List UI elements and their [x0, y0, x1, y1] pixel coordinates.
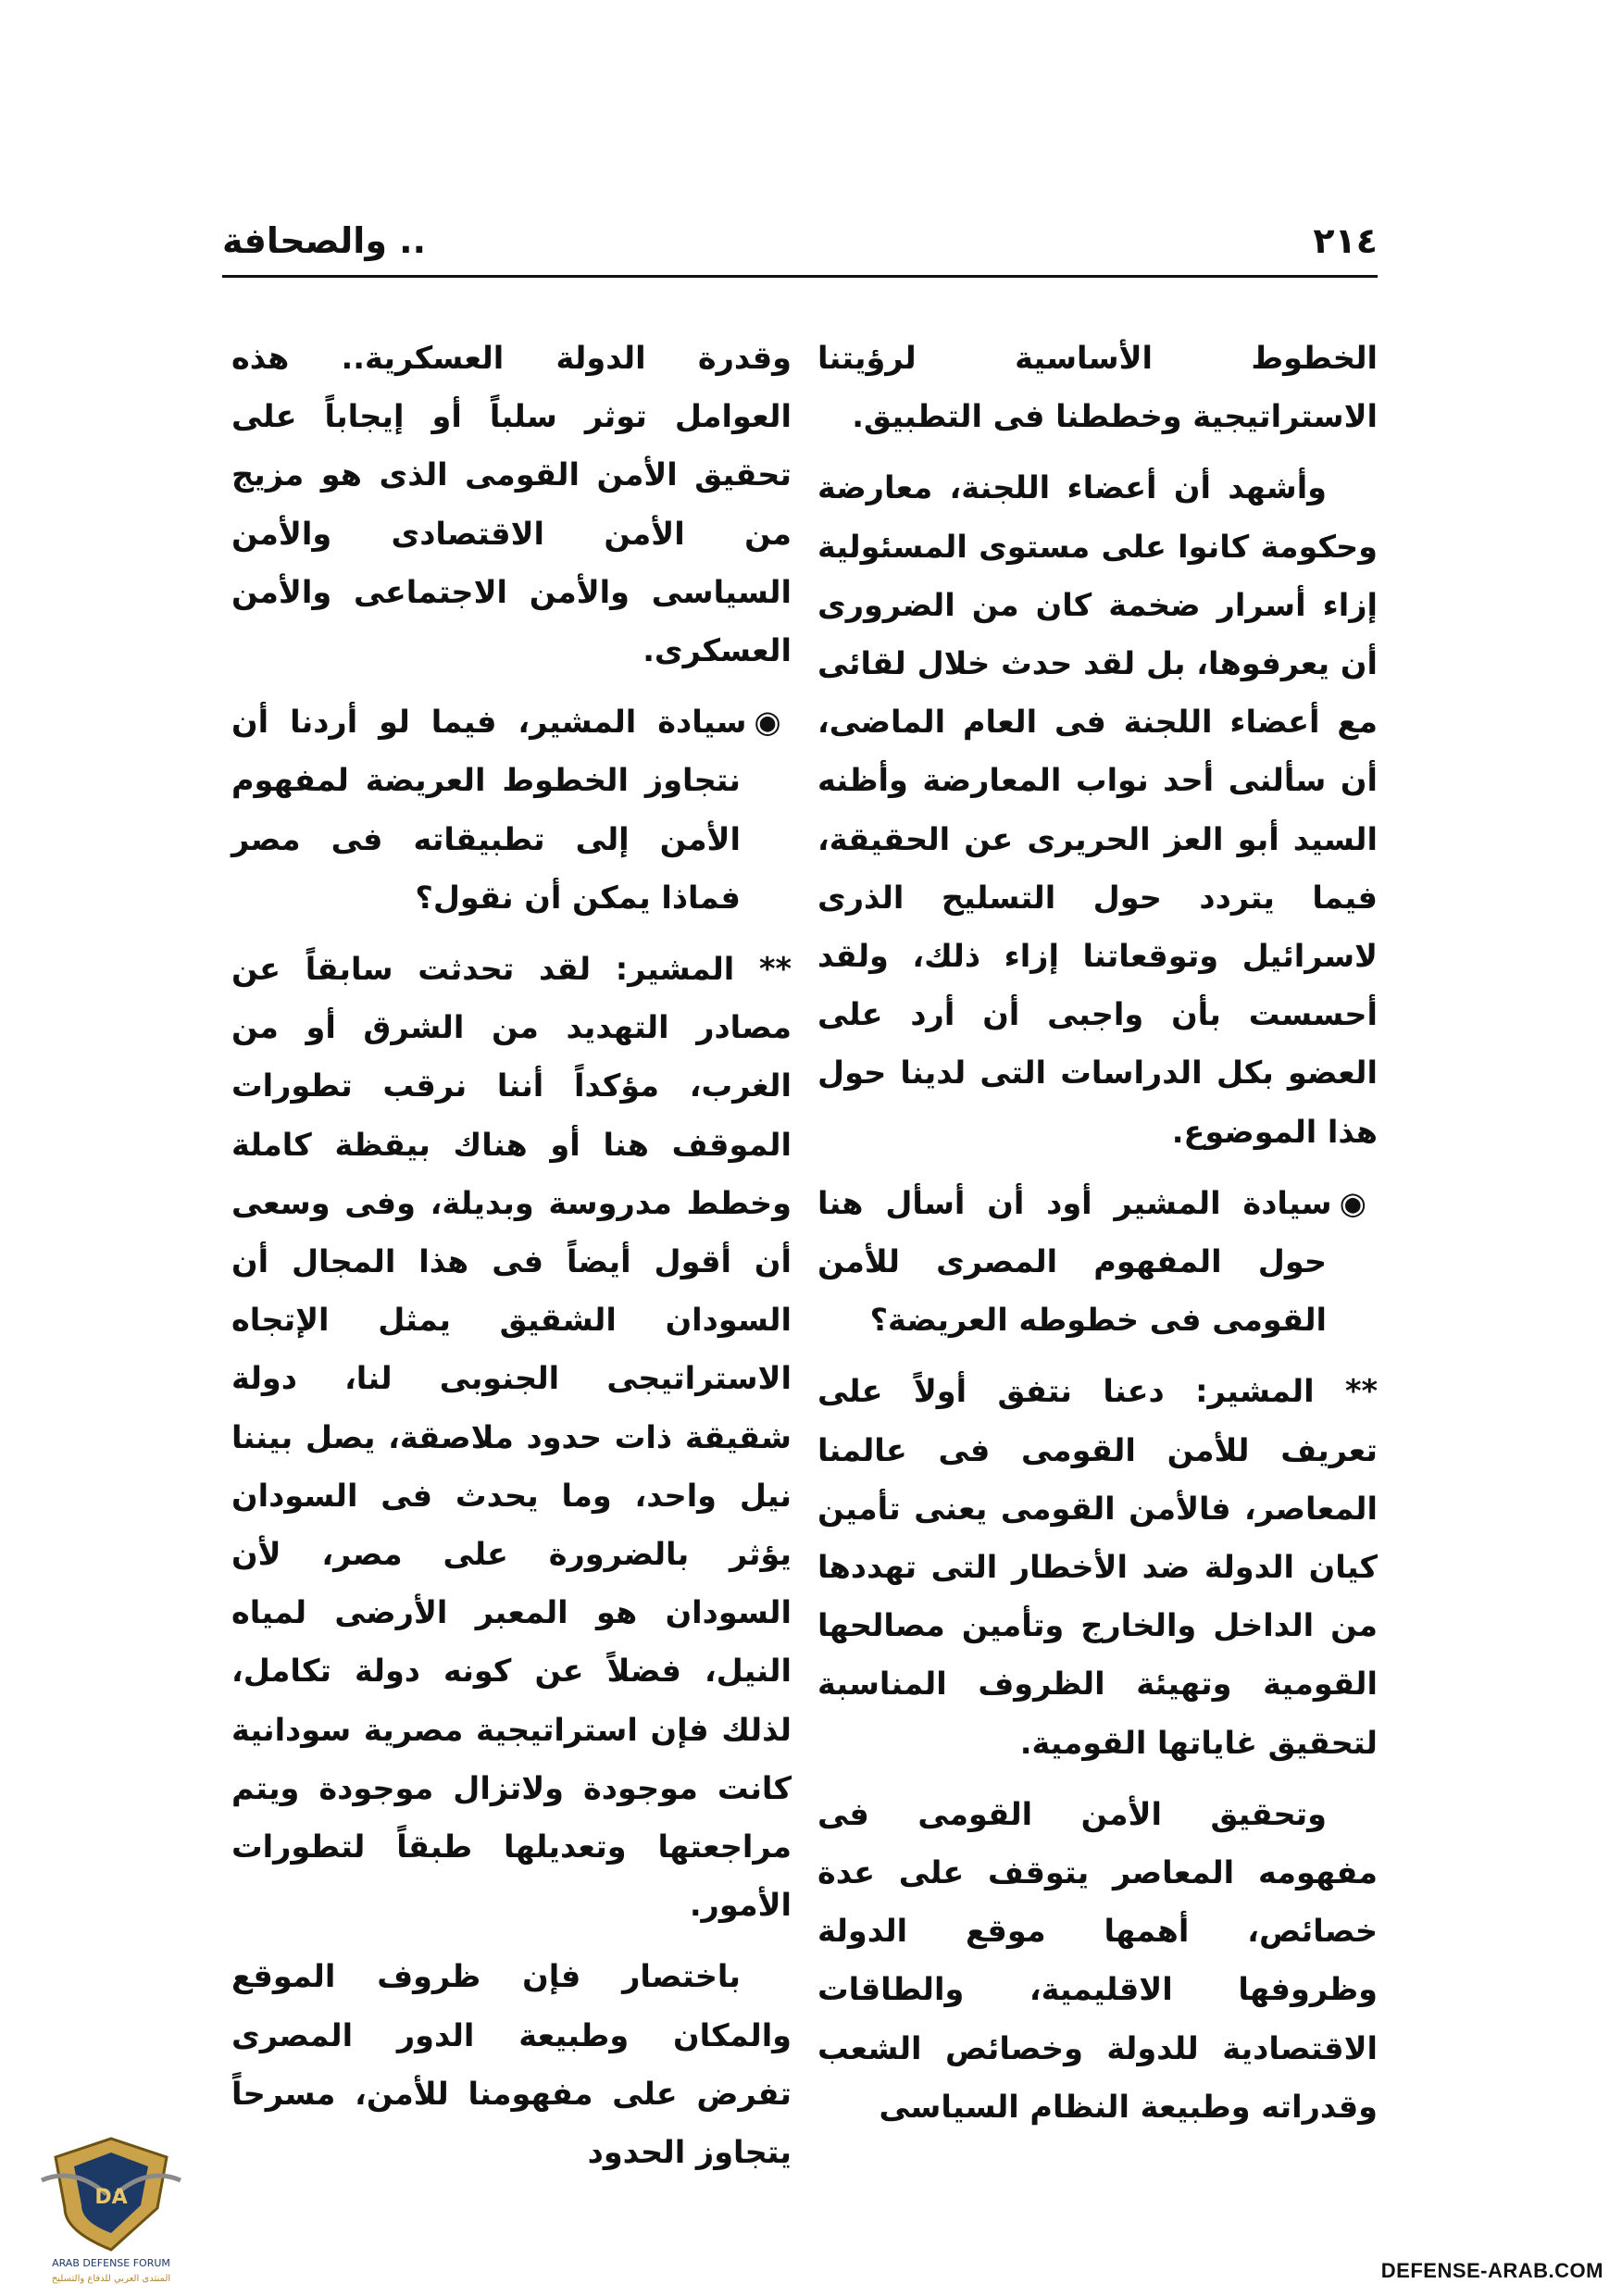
logo-arabic: المنتدى العربي للدفاع والتسليح [51, 2274, 171, 2284]
paragraph: وقدرة الدولة العسكرية.. هذه العوامل توثر سلباً أو إيجاباً على تحقيق الأمن القومى الذى هو مزيج من الأمن الاقتصادى والأمن السياسى والأمن الاجتماعى والأمن العسكرى. [231, 340, 792, 669]
question-text: سيادة المشير أود أن أسأل هنا حول المفهوم المصرى للأمن القومى فى خطوطه العريضة؟ [817, 1184, 1332, 1339]
site-watermark: DEFENSE-ARAB.COM [1380, 2259, 1603, 2282]
right-column [817, 329, 1378, 2149]
forum-logo [37, 2129, 185, 2287]
paragraph: الخطوط الأساسية لرؤيتنا الاستراتيجية وخططنا فى التطبيق. [817, 340, 1378, 435]
answer-paragraph: ** المشير: دعنا نتفق أولاً على تعريف للأمن القومى فى عالمنا المعاصر، فالأمن القومى يعنى تأمين كيان الدولة ضد الأخطار التى تهددها من الداخل والخارج وتأمين مصالحها القومية وتهيئة الظروف المناسبة لتحقيق غاياتها القومية. [817, 1373, 1378, 1761]
page-number: ٢١٤ [1313, 220, 1378, 261]
page-header [222, 213, 1378, 278]
paragraph: باختصار فإن ظروف الموقع والمكان وطبيعة الدور المصرى تفرض على مفهومنا للأمن، مسرحاً يتجاوز الحدود [231, 1958, 792, 2171]
question-paragraph [817, 1174, 1378, 1350]
bullet-icon: ◉ [1339, 1184, 1378, 1221]
logo-name: ARAB DEFENSE FORUM [52, 2257, 170, 2269]
question-paragraph [231, 693, 792, 927]
left-column [231, 329, 792, 2194]
logo-initials: DA [94, 2186, 128, 2209]
shield-logo-icon [37, 2129, 185, 2287]
bullet-icon: ◉ [754, 704, 792, 741]
answer-paragraph: ** المشير: لقد تحدثت سابقاً عن مصادر التهديد من الشرق أو من الغرب، مؤكداً أننا نرقب تطورات الموقف هنا أو هناك بيقظة كاملة وخطط مدروسة وبديلة، وفى وسعى أن أقول أيضاً فى هذا المجال أن السودان الشقيق يمثل الإتجاه الاستراتيجى الجنوبى لنا، دولة شقيقة ذات حدود ملاصقة، يصل بيننا نيل واحد، وما يحدث فى السودان يؤثر بالضرورة على مصر، لأن السودان هو المعبر الأرضى لمياه النيل، فضلاً عن كونه دولة تكامل، لذلك فإن استراتيجية مصرية سودانية كانت موجودة ولاتزال موجودة ويتم مراجعتها وتعديلها طبقاً لتطورات الأمور. [231, 951, 792, 1924]
question-text: سيادة المشير، فيما لو أردنا أن نتجاوز الخطوط العريضة لمفهوم الأمن إلى تطبيقاته فى مصر فماذا يمكن أن نقول؟ [231, 704, 747, 916]
paragraph: وأشهد أن أعضاء اللجنة، معارضة وحكومة كانوا على مستوى المسئولية إزاء أسرار ضخمة كان من الضرورى أن يعرفوها، بل لقد حدث خلال لقائى مع أعضاء اللجنة فى العام الماضى، أن سألنى أحد نواب المعارضة وأظنه السيد أبو العز الحريرى عن الحقيقة، فيما يتردد حول التسليح الذرى لاسرائيل وتوقعاتنا إزاء ذلك، ولقد أحسست بأن واجبى أن أرد على العضو بكل الدراسات التى لدينا حول هذا الموضوع. [817, 469, 1378, 1150]
running-title: .. والصحافة [222, 220, 427, 261]
paragraph: وتحقيق الأمن القومى فى مفهومه المعاصر يتوقف على عدة خصائص، أهمها موقع الدولة وظروفها الاقليمية، والطاقات الاقتصادية للدولة وخصائص الشعب وقدراته وطبيعة النظام السياسى [817, 1795, 1378, 2125]
